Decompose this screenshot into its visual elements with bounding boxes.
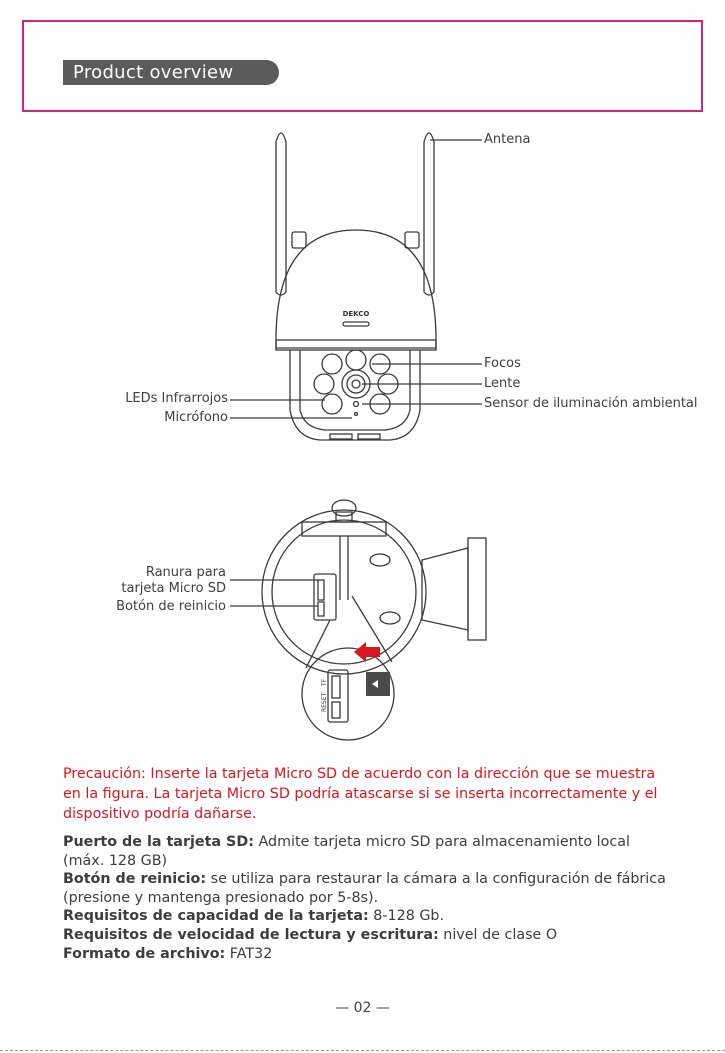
spec-speed-text: nivel de clase O	[438, 926, 558, 943]
caution-text: Precaución: Inserte la tarjeta Micro SD de acuerdo con la dirección que se muestra en la figura. La tarjeta Micro SD podría atascarse si se inserta incorrectamente y el dispositivo podría dañarse.	[63, 766, 658, 822]
label-microphone: Micrófono	[164, 410, 228, 425]
page-number-value: 02	[353, 1000, 372, 1016]
spec-sd-port-text: Admite tarjeta micro SD para almacenamiento local (máx. 128 GB)	[63, 834, 631, 869]
spec-format	[63, 945, 673, 964]
spec-capacity	[63, 907, 673, 926]
spec-speed	[63, 926, 673, 945]
label-ir-leds: LEDs Infrarrojos	[125, 391, 228, 406]
label-sd-slot	[90, 565, 226, 597]
specs-list	[63, 833, 673, 963]
spec-reset-label: Botón de reinicio:	[63, 871, 207, 888]
label-sd-slot-line1: Ranura para	[145, 565, 226, 580]
label-floodlights: Focos	[484, 356, 521, 371]
label-sd-slot-line2: tarjeta Micro SD	[121, 581, 226, 596]
spec-speed-label: Requisitos de velocidad de lectura y escritura:	[63, 926, 439, 943]
spec-sd-port	[63, 833, 673, 870]
spec-capacity-text: 8-128 Gb.	[368, 908, 445, 925]
page-title: Product overview	[63, 60, 279, 85]
label-antenna: Antena	[484, 132, 531, 147]
label-reset-button: Botón de reinicio	[116, 599, 226, 614]
spec-sd-port-label: Puerto de la tarjeta SD:	[63, 834, 254, 850]
page-number: — 02 —	[335, 1000, 390, 1016]
spec-reset-text: se utiliza para restaurar la cámara a la configuración de fábrica (presione y mantenga presionado por 5-8s).	[63, 871, 666, 906]
slot-reset-text: RESET	[321, 692, 328, 712]
spec-format-label: Formato de archivo:	[63, 945, 226, 962]
insert-arrow-icon	[354, 642, 380, 662]
label-light-sensor: Sensor de iluminación ambiental	[484, 396, 698, 411]
label-lens: Lente	[484, 376, 521, 391]
spec-capacity-label: Requisitos de capacidad de la tarjeta:	[63, 908, 369, 925]
brand-logo: DEKCO	[342, 310, 370, 318]
bottom-divider	[0, 1050, 725, 1051]
camera-round-body	[262, 510, 426, 674]
spec-reset-button	[63, 870, 673, 907]
slot-tf-text: TF	[321, 678, 328, 686]
spec-format-text: FAT32	[225, 945, 273, 962]
